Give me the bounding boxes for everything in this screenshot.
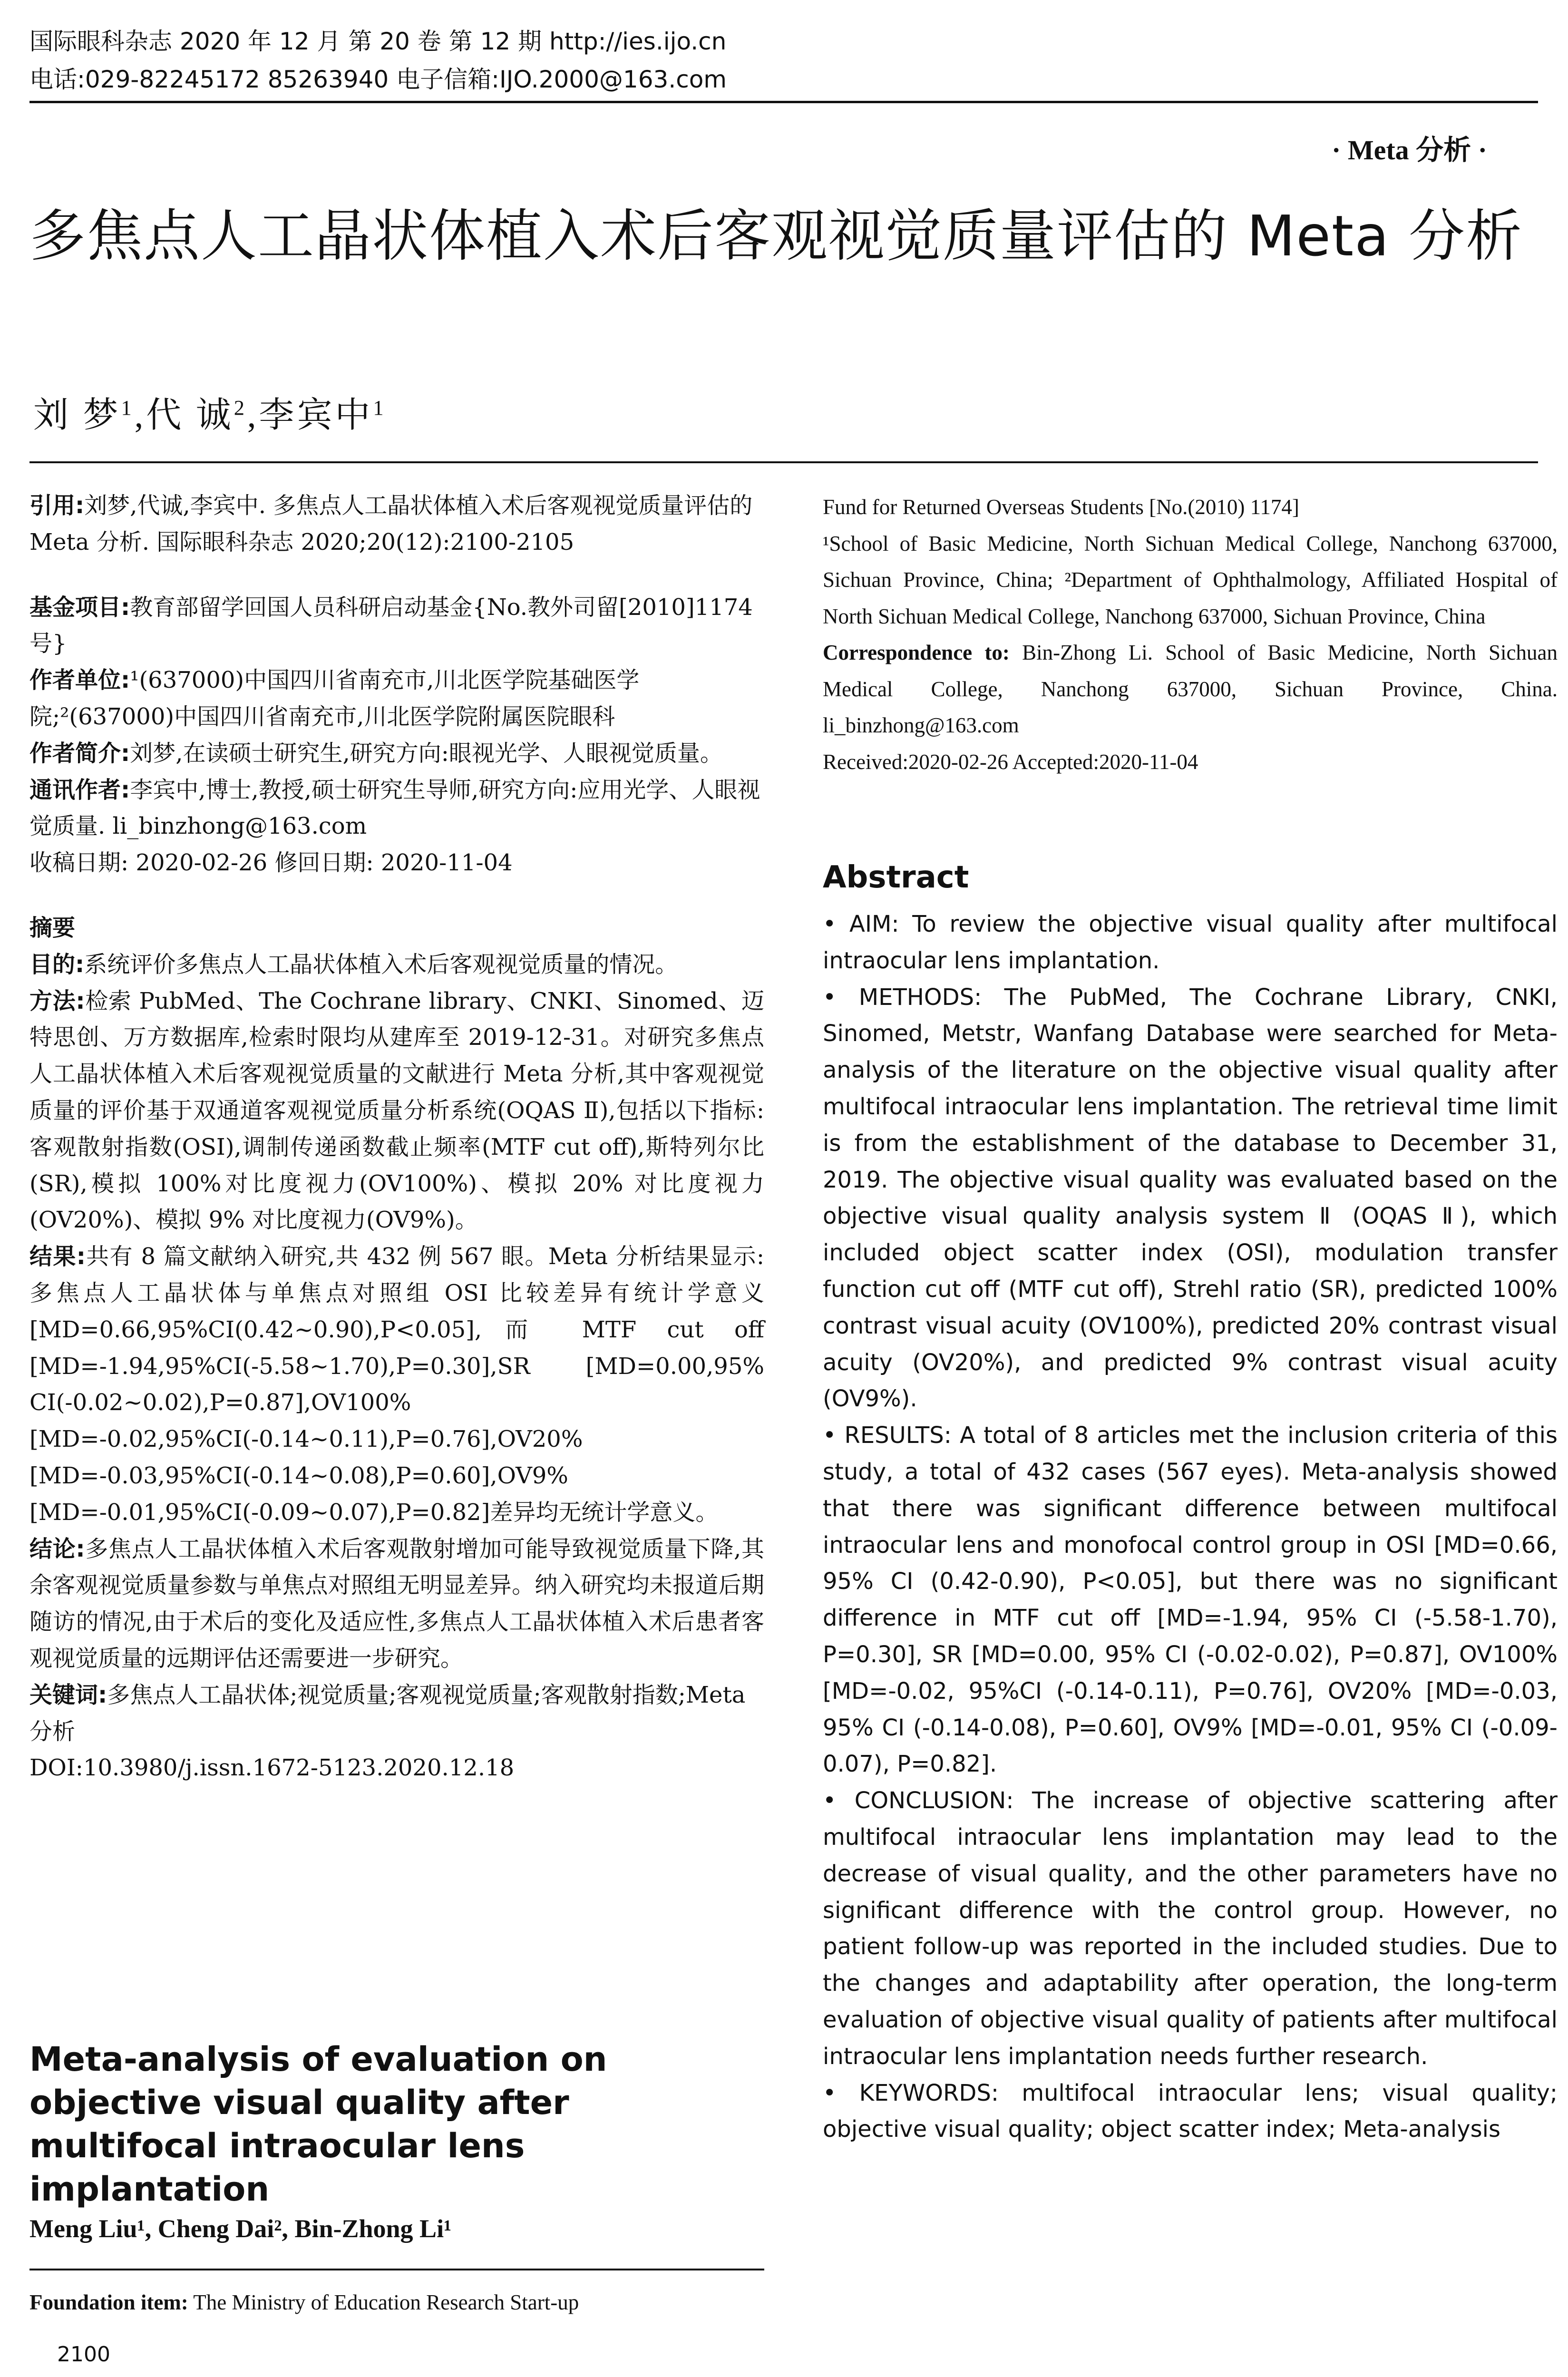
received-accepted: Received:2020-02-26 Accepted:2020-11-04 — [823, 750, 1198, 774]
abstract-en — [823, 906, 1558, 2148]
authors-rule — [29, 461, 1538, 463]
abstract-heading-cn: 摘要 — [29, 914, 76, 941]
article-title-cn: 多焦点人工晶状体植入术后客观视觉质量评估的 Meta 分析 — [29, 203, 1523, 269]
header-rule — [29, 101, 1538, 103]
author-1: 刘 梦 — [33, 396, 121, 435]
author-1-affil: 1 — [121, 396, 135, 419]
abstract-en-keywords: • KEYWORDS: multifocal intraocular lens; visual quality; objective visual quality; object scatter index; Meta-analysis — [823, 2079, 1558, 2143]
author-intro: 作者简介:刘梦,在读硕士研究生,研究方向:眼视光学、人眼视觉质量。 — [29, 740, 723, 767]
section-tag: · Meta 分析 · — [1332, 135, 1487, 166]
abstract-methods: 方法:检索 PubMed、The Cochrane library、CNKI、Sinomed、迈特思创、万方数据库,检索时限均从建库至 2019-12-31。对研究多焦点人工晶状体植入术后客观视觉质量的文献进行 Meta 分析,其中客观视觉质量的评价基于双通道客观视觉质量分析系统(OQAS Ⅱ),包括以下指标:客观散射指数(OSI),调制传递函数截止频率(MTF cut off),斯特列尔比(SR),模拟 100%对比度视力(OV100%)、模拟 20% 对比度视力(OV20%)、模拟 9% 对比度视力(OV9%)。 — [29, 987, 764, 1234]
author-2-affil: 2 — [234, 396, 247, 419]
abstract-en-methods: • METHODS: The PubMed, The Cochrane Library, CNKI, Sinomed, Metstr, Wanfang Database were searched for Meta-analysis of the literature on the objective visual quality after multifocal intraocular lens implantation. The retrieval time limit is from the establishment of the database to December 31, 2019. The objective visual quality was evaluated based on the objective visual quality analysis system Ⅱ (OQAS Ⅱ), which included object scatter index (OSI), modulation transfer function cut off (MTF cut off), Strehl ratio (SR), predicted 100% contrast visual acuity (OV100%), predicted 20% contrast visual acuity (OV20%), and predicted 9% contrast visual acuity (OV9%). — [823, 984, 1558, 1413]
correspondence-en: Correspondence to: Bin-Zhong Li. School of Basic Medicine, North Sichuan Medical College, Nanchong 637000, Sichuan Province, China. li_binzhong@163.com — [823, 641, 1558, 737]
author-2: 代 诚 — [146, 396, 234, 435]
abstract-en-aim: • AIM: To review the objective visual quality after multifocal intraocular lens implantation. — [823, 911, 1558, 974]
abstract-conclusion: 结论:多焦点人工晶状体植入术后客观散射增加可能导致视觉质量下降,其余客观视觉质量参数与单焦点对照组无明显差异。纳入研究均未报道后期随访的情况,由于术后的变化及适应性,多焦点人工晶状体植入术后患者客观视觉质量的远期评估还需要进一步研究。 — [29, 1535, 764, 1672]
author-3: 李宾中 — [259, 396, 373, 435]
abstract-en-conclusion: • CONCLUSION: The increase of objective scattering after multifocal intraocular lens implantation may lead to the decrease of visual quality, and the other parameters have no significant difference with the control group. However, no patient follow-up was reported in the included studies. Due to the changes and adaptability after operation, the long-term evaluation of objective visual quality of patients after multifocal intraocular lens implantation needs further research. — [823, 1787, 1558, 2070]
author-sep-2: , — [247, 396, 259, 435]
dates: 收稿日期: 2020-02-26 修回日期: 2020-11-04 — [29, 849, 513, 877]
doi: DOI:10.3980/j.issn.1672-5123.2020.12.18 — [29, 1754, 515, 1782]
abstract-en-results: • RESULTS: A total of 8 articles met the inclusion criteria of this study, a total of 432 cases (567 eyes). Meta-analysis showed that there was significant difference between multifocal intraocular lens and monofocal control group in OSI [MD=0.66, 95% CI (0.42-0.90), P<0.05], but there was no significant difference in MTF cut off [MD=-1.94, 95% CI (-5.58-1.70), P=0.30], SR [MD=0.00, 95% CI (-0.02-0.02), P=0.87], OV100% [MD=-0.02, 95%CI (-0.14-0.11), P=0.76], OV20% [MD=-0.03, 95% CI (-0.14-0.08), P=0.60], OV9% [MD=-0.01, 95% CI (-0.09-0.07), P=0.82]. — [823, 1422, 1558, 1778]
authors-cn — [33, 397, 387, 433]
journal-header-line2: 电话:029-82245172 85263940 电子信箱:IJO.2000@163.com — [29, 66, 727, 93]
keywords-cn: 关键词:多焦点人工晶状体;视觉质量;客观视觉质量;客观散射指数;Meta 分析 — [29, 1681, 746, 1745]
corresponding-author: 通讯作者:李宾中,博士,教授,硕士研究生导师,研究方向:应用光学、人眼视觉质量. li_binzhong@163.com — [29, 776, 760, 840]
left-column — [29, 487, 764, 1786]
article-title-en: Meta-analysis of evaluation on objective visual quality after multifocal intraocular lens implantation — [29, 2040, 607, 2209]
abstract-results: 结果:共有 8 篇文献纳入研究,共 432 例 567 眼。Meta 分析结果显示:多焦点人工晶状体与单焦点对照组 OSI 比较差异有统计学意义[MD=0.66,95%CI(0.42~0.90),P<0.05],而 MTF cut off [MD=-1.94,95%CI(-5.58~1.70),P=0.30],SR [MD=0.00,95% CI(-0.02~0.02),P=0.87],OV100% [MD=-0.02,95%CI(-0.14~0.11),P=0.76],OV20% [MD=-0.03,95%CI(-0.14~0.08),P=0.60],OV9% [MD=-0.01,95%CI(-0.09~0.07),P=0.82]差异均无统计学意义。 — [29, 1243, 764, 1526]
author-sep-1: , — [134, 396, 146, 435]
author-unit: 作者单位:¹(637000)中国四川省南充市,川北医学院基础医学院;²(637000)中国四川省南充市,川北医学院附属医院眼科 — [29, 667, 640, 730]
foundation-item: Foundation item: The Ministry of Education Research Start-up — [29, 2290, 579, 2314]
affiliations-en: ¹School of Basic Medicine, North Sichuan Medical College, Nanchong 637000, Sichuan Province, China; ²Department of Ophthalmology, Affiliated Hospital of North Sichuan Medical College, Nanchong 637000, Sichuan Province, China — [823, 531, 1558, 628]
foundation-continued: Fund for Returned Overseas Students [No.(2010) 1174] — [823, 495, 1299, 519]
page-number: 2100 — [57, 2342, 110, 2367]
journal-header-line1: 国际眼科杂志 2020 年 12 月 第 20 卷 第 12 期 http://ies.ijo.cn — [29, 28, 727, 55]
abstract-aim: 目的:系统评价多焦点人工晶状体植入术后客观视觉质量的情况。 — [29, 951, 678, 978]
en-authors-rule — [29, 2269, 764, 2270]
right-column-front — [823, 489, 1558, 780]
citation: 引用:刘梦,代诚,李宾中. 多焦点人工晶状体植入术后客观视觉质量评估的 Meta 分析. 国际眼科杂志 2020;20(12):2100-2105 — [29, 492, 753, 555]
fund: 基金项目:教育部留学回国人员科研启动基金{No.教外司留[2010]1174 号} — [29, 594, 753, 657]
authors-en: Meng Liu¹, Cheng Dai², Bin-Zhong Li¹ — [29, 2214, 452, 2243]
author-3-affil: 1 — [373, 396, 387, 419]
abstract-heading-en: Abstract — [823, 860, 969, 895]
